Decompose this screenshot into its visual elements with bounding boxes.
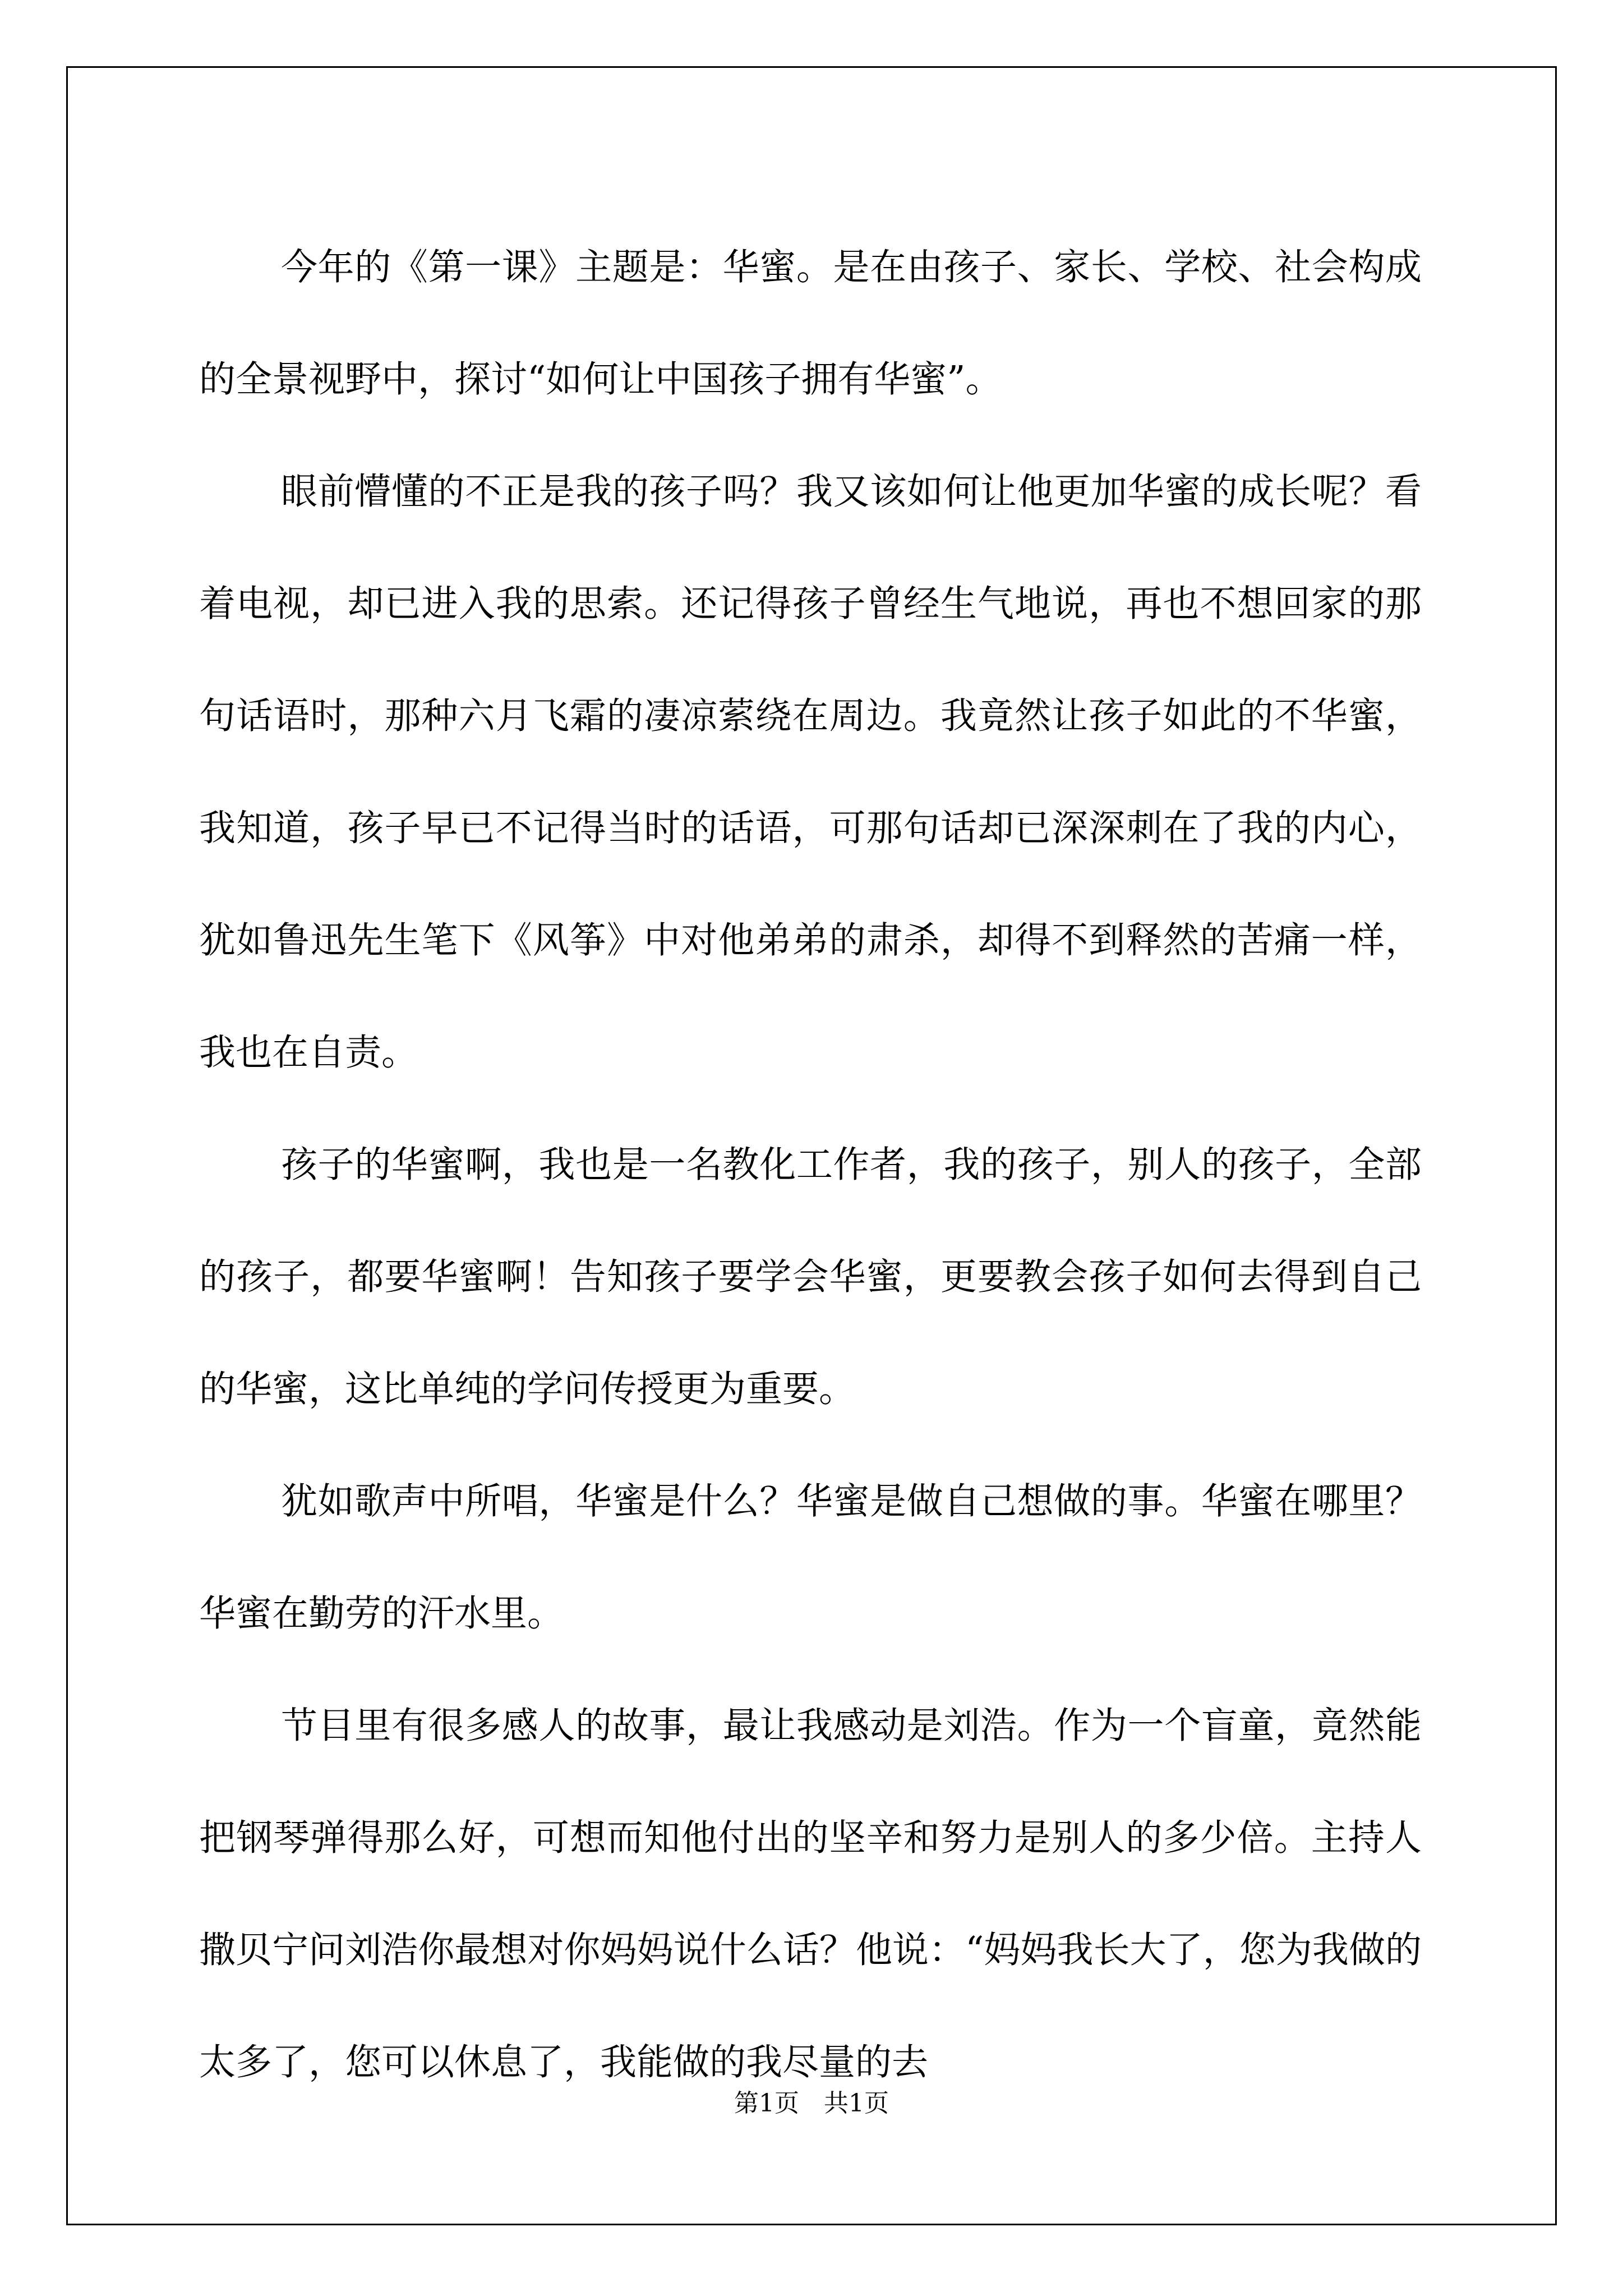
- document-body: [199, 211, 1422, 2119]
- paragraph: 犹如歌声中所唱，华蜜是什么？华蜜是做自己想做的事。华蜜在哪里？华蜜在勤劳的汗水里。: [199, 1480, 1422, 1635]
- paragraph: 眼前懵懂的不正是我的孩子吗？我又该如何让他更加华蜜的成长呢？看着电视，却已进入我的思索。还记得孩子曾经生气地说，再也不想回家的那句话语时，那种六月飞霜的凄凉萦绕在周边。我竟然让孩子如此的不华蜜，我知道，孩子早已不记得当时的话语，可那句话却已深深刺在了我的内心，犹如鲁迅先生笔下《风筝》中对他弟弟的肃杀，却得不到释然的苦痛一样，我也在自责。: [199, 471, 1422, 1074]
- paragraph: 节目里有很多感人的故事，最让我感动是刘浩。作为一个盲童，竟然能把钢琴弹得那么好，可想而知他付出的坚辛和努力是别人的多少倍。主持人撒贝宁问刘浩你最想对你妈妈说什么话？他说：“妈妈我长大了，您为我做的太多了，您可以休息了，我能做的我尽量的去: [199, 1705, 1422, 2083]
- paragraph: 孩子的华蜜啊，我也是一名教化工作者，我的孩子，别人的孩子，全部的孩子，都要华蜜啊！告知孩子要学会华蜜，更要教会孩子如何去得到自己的华蜜，这比单纯的学问传授更为重要。: [199, 1144, 1422, 1410]
- page-footer: 第1页 共1页: [734, 2089, 889, 2118]
- paragraph: 今年的《第一课》主题是：华蜜。是在由孩子、家长、学校、社会构成的全景视野中，探讨“如何让中国孩子拥有华蜜”。: [199, 246, 1422, 401]
